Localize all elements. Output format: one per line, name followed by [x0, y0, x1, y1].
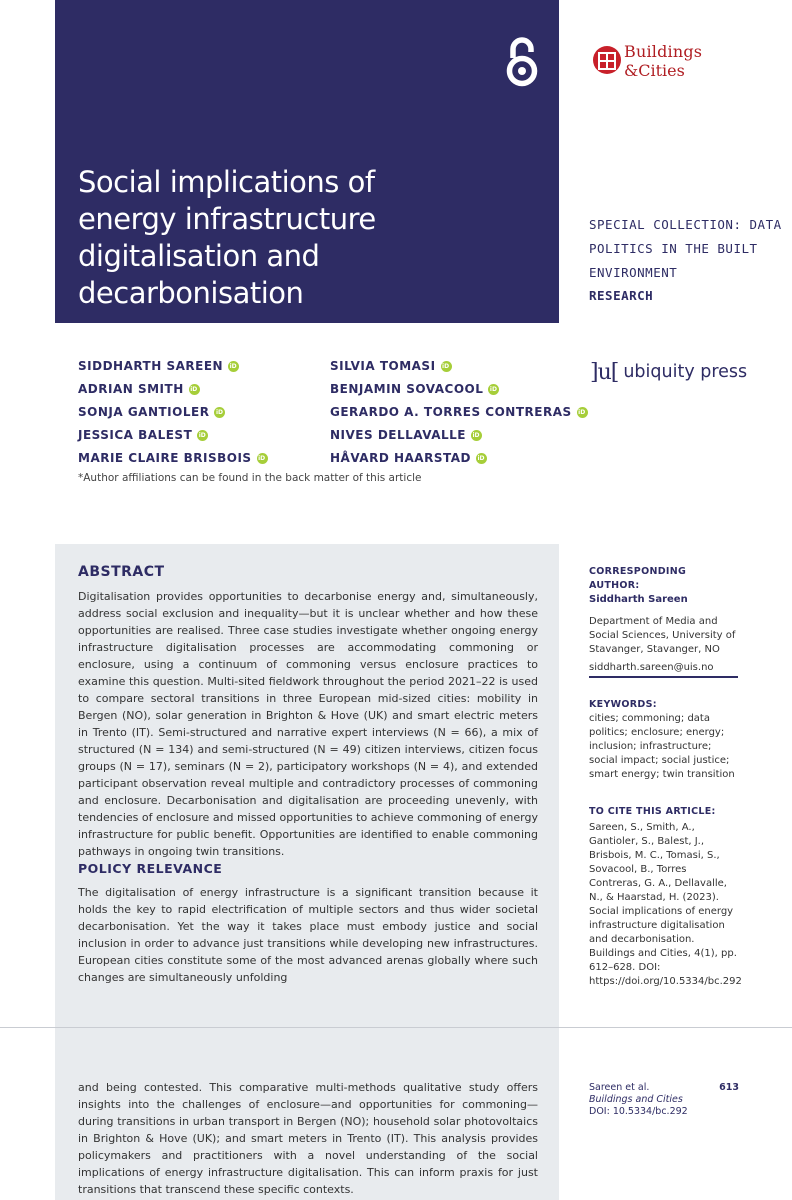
author — [330, 355, 588, 378]
author-name: BENJAMIN SOVACOOL — [330, 382, 484, 396]
author — [330, 447, 588, 470]
article-title: Social implications of energy infrastructure digitalisation and decarbonisation — [78, 165, 376, 310]
footer-journal: Buildings and Cities — [589, 1094, 683, 1105]
citation-text: Sareen, S., Smith, A., Gantioler, S., Balest, J., Brisbois, M. C., Tomasi, S., Sovacool, B., Torres Contreras, G. A., Dellavalle, N., & Haarstad, H. (2023). Social implications of energy infrastructure digitalisation and decarbonisation. Buildings and Cities, 4(1), pp. 612–628. DOI: https://doi.org/10.5334/bc.292 — [589, 822, 742, 987]
orcid-icon[interactable] — [189, 384, 200, 395]
abstract-text: Digitalisation provides opportunities to decarbonise energy and, simultaneously, address social exclusion and inequality—but it is unclear whether and how these opportunities are realised. Three case studies investigate whether ongoing energy infrastructure digitalisation processes are accommodating commoning or enclosure, using a continuum of commoning versus enclosure practices to examine this question. Multi-sited fieldwork throughout the period 2021–22 is used to compare sectoral transitions in three European mid-sized cities: mobility in Bergen (NO), solar generation in Brighton & Hove (UK) and smart electric meters in Trento (IT). Semi-structured and narrative expert interviews (N = 66), a mix of structured (N = 134) and semi-structured (N = 49) citizen interviews, citizen focus groups (N = 17), seminars (N = 2), participatory workshops (N = 4), and extended participant observation reveal multiple and contradictory processes of commoning and enclosure. Decarbonisation and digitalisation are proceeding unevenly, with tendencies of enclosure and missed opportunities to achieve commoning of energy infrastructure for public benefit. Opportunities are identified to enable commoning pathways in ongoing twin transitions. — [78, 590, 538, 858]
author-name: SIDDHARTH SAREEN — [78, 359, 224, 373]
orcid-icon[interactable] — [441, 361, 452, 372]
author-name: ADRIAN SMITH — [78, 382, 184, 396]
orcid-icon[interactable] — [214, 407, 225, 418]
keywords-text: cities; commoning; data politics; enclosure; energy; inclusion; infrastructure; social impact; social justice; smart energy; twin transition — [589, 713, 735, 780]
article-type: RESEARCH — [589, 288, 654, 303]
open-access-icon — [504, 36, 540, 88]
corresponding-dept: Department of Media and Social Sciences, University of Stavanger, Stavanger, NO — [589, 616, 736, 655]
author — [78, 378, 268, 401]
keywords — [589, 698, 739, 782]
publisher-logo — [590, 358, 747, 386]
author-name: SILVIA TOMASI — [330, 359, 436, 373]
policy-text: The digitalisation of energy infrastructure is a significant transition because it holds the key to rapid electrification of multiple sectors and thus wider societal decarbonisation. Yet the way it takes place must embody justice and social inclusion in order to advance just transitions while developing new infrastructures. European cities constitute some of the most advanced arenas globally where such changes are simultaneously unfolding — [78, 886, 538, 984]
page-number: 613 — [719, 1082, 739, 1093]
orcid-icon[interactable] — [471, 430, 482, 441]
policy-text-continued: and being contested. This comparative multi-methods qualitative study offers insights into the challenges of enclosure—and opportunities for commoning—during transitions in urban transport in Bergen (NO); household solar photovoltaics in Brighton & Hove (UK); and smart meters in Trento (IT). This analysis provides policymakers and practitioners with a novel understanding of the social implications of energy infrastructure digitalisation. This can inform praxis for just transitions that transcend these specific contexts. — [78, 1081, 538, 1196]
corresponding-author — [589, 565, 739, 675]
building-logo-icon — [592, 40, 622, 80]
orcid-icon[interactable] — [476, 453, 487, 464]
author — [330, 378, 588, 401]
publisher-name: ubiquity press — [623, 362, 748, 382]
side-divider — [589, 676, 738, 678]
citation — [589, 805, 742, 989]
publisher-mark: ]u[ — [590, 359, 619, 385]
author-name: JESSICA BALEST — [78, 428, 193, 442]
abstract-heading: ABSTRACT — [78, 564, 165, 580]
orcid-icon[interactable] — [228, 361, 239, 372]
author-name: GERARDO A. TORRES CONTRERAS — [330, 405, 572, 419]
author — [78, 424, 268, 447]
orcid-icon[interactable] — [197, 430, 208, 441]
orcid-icon[interactable] — [488, 384, 499, 395]
author — [78, 447, 268, 470]
journal-logo-word2: &Cities — [624, 61, 685, 80]
author-name: SONJA GANTIOLER — [78, 405, 210, 419]
corresponding-label: CORRESPONDING AUTHOR: — [589, 566, 687, 591]
journal-logo-word1: Buildings — [624, 42, 703, 61]
keywords-label: KEYWORDS: — [589, 699, 657, 710]
corresponding-email[interactable]: siddharth.sareen@uis.no — [589, 662, 714, 673]
affiliation-note: *Author affiliations can be found in the back matter of this article — [78, 472, 422, 484]
journal-logo — [592, 40, 742, 84]
policy-heading: POLICY RELEVANCE — [78, 861, 223, 876]
orcid-icon[interactable] — [257, 453, 268, 464]
citation-label: TO CITE THIS ARTICLE: — [589, 806, 716, 817]
page-footer — [589, 1082, 739, 1118]
page-divider — [0, 1027, 792, 1028]
author — [78, 355, 268, 378]
orcid-icon[interactable] — [577, 407, 588, 418]
special-collection-label: SPECIAL COLLECTION: DATA POLITICS IN THE BUILT ENVIRONMENT — [589, 217, 782, 280]
footer-author: Sareen et al. — [589, 1082, 650, 1093]
author — [330, 424, 588, 447]
author — [78, 401, 268, 424]
author-name: HÅVARD HAARSTAD — [330, 451, 471, 465]
author-name: NIVES DELLAVALLE — [330, 428, 466, 442]
title-banner — [55, 0, 559, 323]
footer-doi: DOI: 10.5334/bc.292 — [589, 1106, 688, 1117]
author-name: MARIE CLAIRE BRISBOIS — [78, 451, 252, 465]
author — [330, 401, 588, 424]
corresponding-name: Siddharth Sareen — [589, 594, 688, 605]
author-list-right — [330, 355, 588, 470]
author-list-left — [78, 355, 268, 470]
